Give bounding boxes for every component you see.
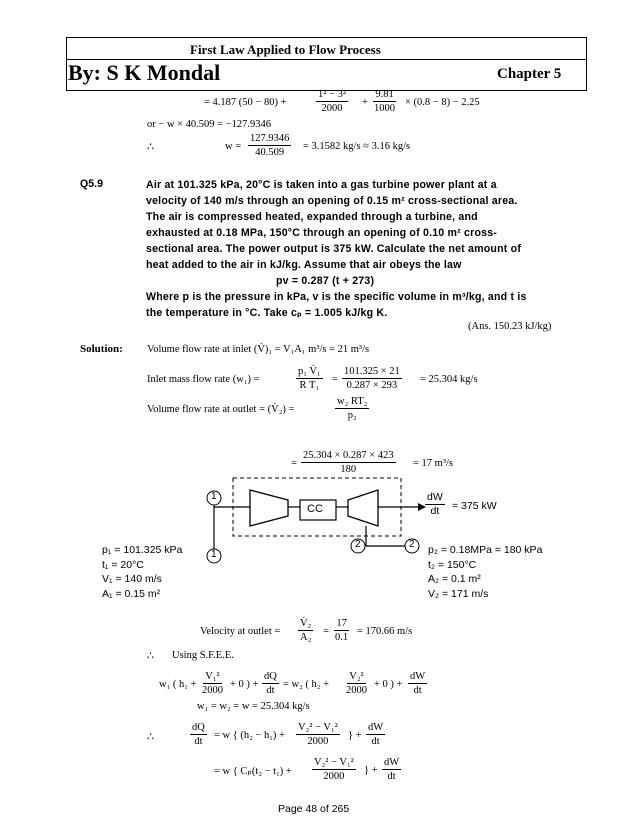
question-label: Q5.9 xyxy=(80,178,103,190)
velocity-result: = 170.66 m/s xyxy=(357,626,413,637)
question-line: exhausted at 0.18 MPa, 150°C through an opening of 0.10 m² cross- xyxy=(146,227,498,239)
sfee-eq3-frac-1: $\frac{dQ}{dt}$ xyxy=(192,722,205,747)
state-1-bottom-label: 1 xyxy=(211,549,217,560)
sfee-eq3-frac-2: $\frac{\text{V₂² − V₁²}}{2000}$ xyxy=(298,722,338,747)
velocity-eq: = xyxy=(323,626,329,637)
sfee-eq1-a: w₁ ( h₁ + xyxy=(159,679,197,690)
prev-frac-1: $\frac{\text{1² − 3²}}{2000}$ xyxy=(318,89,346,114)
question-line: heat added to the air in kJ/kg. Assume that air obeys the law xyxy=(146,259,462,271)
prev-w-result: = 3.1582 kg/s ≈ 3.16 kg/s xyxy=(303,141,411,152)
sfee-eq3-therefore: ∴ xyxy=(147,731,154,743)
header-chapter: Chapter 5 xyxy=(497,66,562,82)
property-t2: t₂ = 150°C xyxy=(428,558,477,571)
property-t1: t₁ = 20°C xyxy=(102,558,144,571)
mass-eq: = xyxy=(332,374,338,385)
question-law: pv = 0.287 (t + 273) xyxy=(276,275,375,287)
velocity-frac-1: $\frac{\text{V̇₂}}{\text{A₂}}$ xyxy=(300,618,312,643)
state-1-top-label: 1 xyxy=(211,491,217,502)
state-2-right-label: 2 xyxy=(409,539,415,550)
page-number: Page 48 of 265 xyxy=(278,803,350,815)
sfee-eq4-b: } + xyxy=(364,765,378,776)
velocity-lhs: Velocity at outlet = xyxy=(200,626,281,637)
sfee-therefore: ∴ xyxy=(147,650,154,662)
prev-plus: + xyxy=(362,97,368,108)
mass-lhs: Inlet mass flow rate (w₁) = xyxy=(147,374,260,385)
dw-dt-frac: $\frac{dW}{dt}$ xyxy=(427,491,443,517)
compressor xyxy=(250,490,288,526)
outlet2-frac: $\frac{25.304 \times 0.287 \times 423}{180}$ xyxy=(303,450,394,475)
velocity-frac-2: $\frac{17}{0.1}$ xyxy=(335,618,349,643)
sfee-eq1-frac-1: $\frac{\text{V₁²}}{2000}$ xyxy=(202,671,223,696)
header-author: By: S K Mondal xyxy=(68,60,221,85)
question-answer: (Ans. 150.23 kJ/kg) xyxy=(468,321,552,332)
sfee-using: Using S.F.E.E. xyxy=(172,650,234,661)
property-a1: A₁ = 0.15 m² xyxy=(102,587,161,600)
right-properties xyxy=(428,543,542,601)
sfee-eq1-frac-3: $\frac{\text{V₂²}}{2000}$ xyxy=(346,671,367,696)
turbine xyxy=(348,490,378,526)
prev-therefore: ∴ xyxy=(147,141,154,153)
sfee-eq2: w₁ = w₂ = w = 25.304 kg/s xyxy=(197,701,310,712)
question-line: Where p is the pressure in kPa, v is the specific volume in m³/kg, and t is xyxy=(146,291,527,303)
sfee-eq3-frac-3: $\frac{dW}{dt}$ xyxy=(368,722,384,747)
question-line: The air is compressed heated, expanded through a turbine, and xyxy=(146,211,478,223)
outlet2-eq: = xyxy=(291,458,297,469)
power-output: = 375 kW xyxy=(452,500,497,512)
sfee-eq1-frac-4: $\frac{dW}{dt}$ xyxy=(410,671,426,696)
property-p1: p₁ = 101.325 kPa xyxy=(102,544,183,556)
header-subject: First Law Applied to Flow Process xyxy=(190,42,381,57)
prev-eq-lhs: = 4.187 (50 − 80) + xyxy=(204,97,287,108)
question-line: sectional area. The power output is 375 kW. Calculate the net amount of xyxy=(146,243,522,255)
sfee-eq4-a: = w { Cₚ(t₂ − t₁) + xyxy=(214,766,292,777)
prev-w-lhs: w = xyxy=(225,141,242,152)
cc-label: CC xyxy=(307,503,323,515)
left-properties xyxy=(102,543,182,601)
outlet2-result: = 17 m³/s xyxy=(413,458,453,469)
question-line: velocity of 140 m/s through an opening of 0.15 m² cross-sectional area. xyxy=(146,195,518,207)
sfee-eq1-frac-2: $\frac{dQ}{dt}$ xyxy=(264,671,277,696)
prev-frac-2: $\frac{9.81}{1000}$ xyxy=(374,89,395,114)
property-v2: V₂ = 171 m/s xyxy=(428,587,489,600)
inlet-flow: Volume flow rate at inlet (V̇)₁ = V₁A₁ m³/s = 21 m³/s xyxy=(147,344,370,355)
state-2-left-label: 2 xyxy=(355,539,361,550)
sfee-eq1-c: = w₂ ( h₂ + xyxy=(283,679,329,690)
sfee-eq4-frac-3: $\frac{dW}{dt}$ xyxy=(384,757,400,782)
sfee-eq4-frac-2: $\frac{\text{V₂² − V₁²}}{2000}$ xyxy=(314,757,354,782)
prev-eq-tail: × (0.8 − 8) − 2.25 xyxy=(405,97,480,108)
question-line: the temperature in °C. Take cₚ = 1.005 kJ/kg K. xyxy=(146,307,388,319)
property-p2: p₂ = 0.18MPa = 180 kPa xyxy=(428,544,543,556)
sfee-eq1-b: + 0 ) + xyxy=(230,679,259,690)
prev-line-2: or − w × 40.509 = −127.9346 xyxy=(147,119,272,130)
outlet-lhs: Volume flow rate at outlet = (V̇₂) = xyxy=(147,404,295,415)
prev-w-frac: $\frac{127.9346}{40.509}$ xyxy=(250,133,290,158)
sfee-eq1-d: + 0 ) + xyxy=(374,679,403,690)
mass-result: = 25.304 kg/s xyxy=(420,374,478,385)
property-v1: V₁ = 140 m/s xyxy=(102,573,162,585)
mass-frac-1: $\frac{\text{p₁ V̇₁}}{\text{R T₁}}$ xyxy=(298,366,321,391)
sfee-eq3-b: } + xyxy=(348,730,362,741)
solution-label: Solution: xyxy=(80,343,123,355)
mass-frac-2: $\frac{101.325 \times 21}{0.287 \times 293}$ xyxy=(344,366,400,391)
outlet-frac: $\frac{\text{w₂ RT₂}}{\text{p₂}}$ xyxy=(337,396,368,421)
property-a2: A₂ = 0.1 m² xyxy=(428,573,481,585)
question-line: Air at 101.325 kPa, 20°C is taken into a gas turbine power plant at a xyxy=(146,179,497,191)
sfee-eq3-a: = w { (h₂ − h₁) + xyxy=(214,730,285,741)
